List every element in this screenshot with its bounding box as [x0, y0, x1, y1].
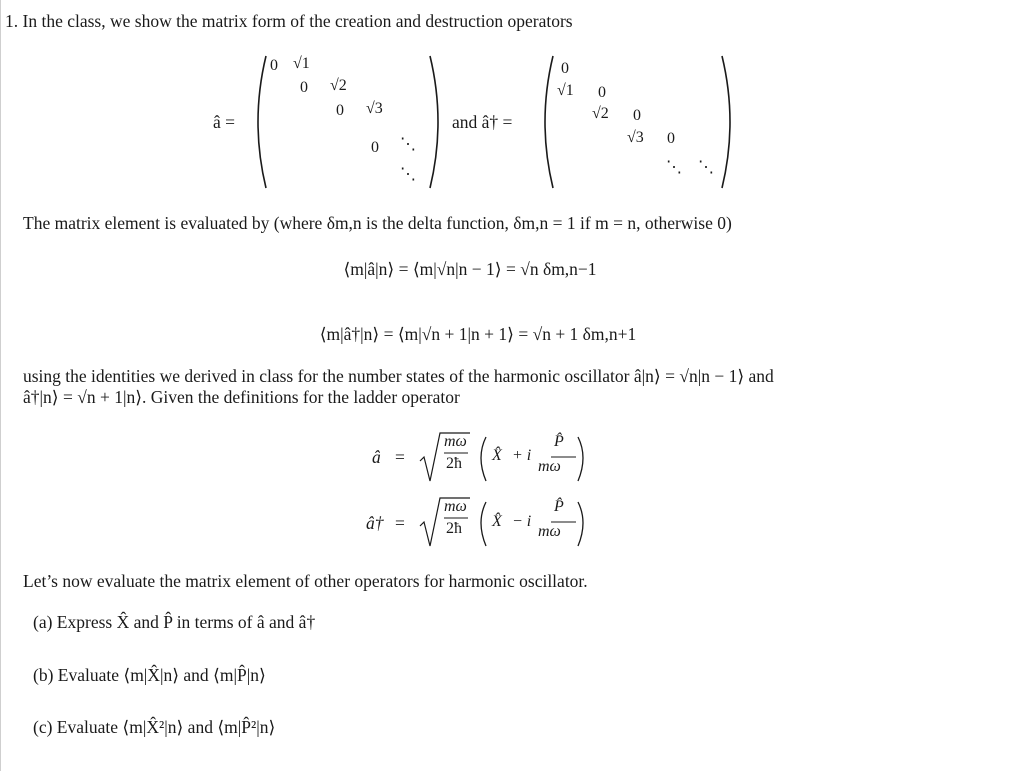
matrix-a-r2c1: 0 [300, 79, 308, 96]
matrix-adag-r5c2: ⋱ [698, 159, 714, 176]
matrix-adag-r2c2: 0 [598, 84, 606, 101]
equation-a-element: ⟨m|â|n⟩ = ⟨m|√n|n − 1⟩ = √n δm,n−1 [343, 259, 597, 279]
matrix-adag-r1c1: 0 [561, 60, 569, 77]
matrix-adag-r2c1: √1 [557, 82, 574, 99]
equation-adag-element: ⟨m|â†|n⟩ = ⟨m|√n + 1|n + 1⟩ = √n + 1 δm,n+1 [319, 324, 637, 344]
ladder-a-plus-i: + i [512, 447, 532, 464]
and-a-dagger-label: and â† = [452, 112, 513, 132]
ladder-a-den: 2ħ [446, 455, 462, 472]
identities-line-1: using the identities we derived in class for the number states of the harmonic oscillator â|n⟩ = √n|n − 1⟩ and [23, 366, 774, 386]
matrix-element-text: The matrix element is evaluated by (where δm,n is the delta function, δm,n = 1 if m = n, otherwise 0) [23, 213, 732, 233]
matrix-a-r3c2: √3 [366, 100, 383, 117]
matrix-a-r3c1: 0 [336, 102, 344, 119]
ladder-adag-num: mω [444, 498, 467, 515]
ladder-a-lhs: â [372, 447, 381, 467]
a-hat-label: â = [213, 112, 236, 132]
matrix-adag-r3c1: √2 [592, 105, 609, 122]
ladder-a-eq: = [395, 447, 405, 467]
matrix-a-r2c2: √2 [330, 77, 347, 94]
ladder-adag-eq: = [395, 513, 405, 533]
matrix-adag-r3c2: 0 [633, 107, 641, 124]
ladder-adag-den: 2ħ [446, 520, 462, 537]
matrix-adag-r4c1: √3 [627, 129, 644, 146]
part-c: (c) Evaluate ⟨m|X̂²|n⟩ and ⟨m|P̂²|n⟩ [33, 717, 276, 737]
ladder-adag-x: X̂ [492, 513, 502, 530]
problem-intro: 1. In the class, we show the matrix form of the creation and destruction operators [5, 11, 573, 31]
ladder-adag-lhs: â† [366, 513, 384, 533]
matrix-a-r4c2: ⋱ [400, 136, 416, 153]
ladder-adag-p-den: mω [538, 523, 561, 540]
matrix-a-r4c1: 0 [371, 139, 379, 156]
identities-line-2: â†|n⟩ = √n + 1|n⟩. Given the definitions for the ladder operator [23, 387, 460, 407]
ladder-a-x: X̂ [492, 447, 502, 464]
matrix-a-r1c1: 0 [270, 57, 278, 74]
ladder-a-num: mω [444, 433, 467, 450]
ladder-a-p-den: mω [538, 458, 561, 475]
ladder-a-p: P̂ [554, 433, 564, 450]
matrix-a-r1c2: √1 [293, 55, 310, 72]
matrix-a-brackets [248, 52, 448, 192]
part-a: (a) Express X̂ and P̂ in terms of â and â† [33, 612, 316, 632]
matrix-adag-r5c1: ⋱ [666, 159, 682, 176]
matrix-a-r5c1: ⋱ [400, 166, 416, 183]
evaluate-text: Let’s now evaluate the matrix element of other operators for harmonic oscillator. [23, 571, 588, 591]
part-b: (b) Evaluate ⟨m|X̂|n⟩ and ⟨m|P̂|n⟩ [33, 665, 266, 685]
ladder-adag-minus-i: − i [512, 513, 532, 530]
frame-edge [0, 0, 1, 771]
matrix-adag-r4c2: 0 [667, 130, 675, 147]
ladder-adag-p: P̂ [554, 498, 564, 515]
